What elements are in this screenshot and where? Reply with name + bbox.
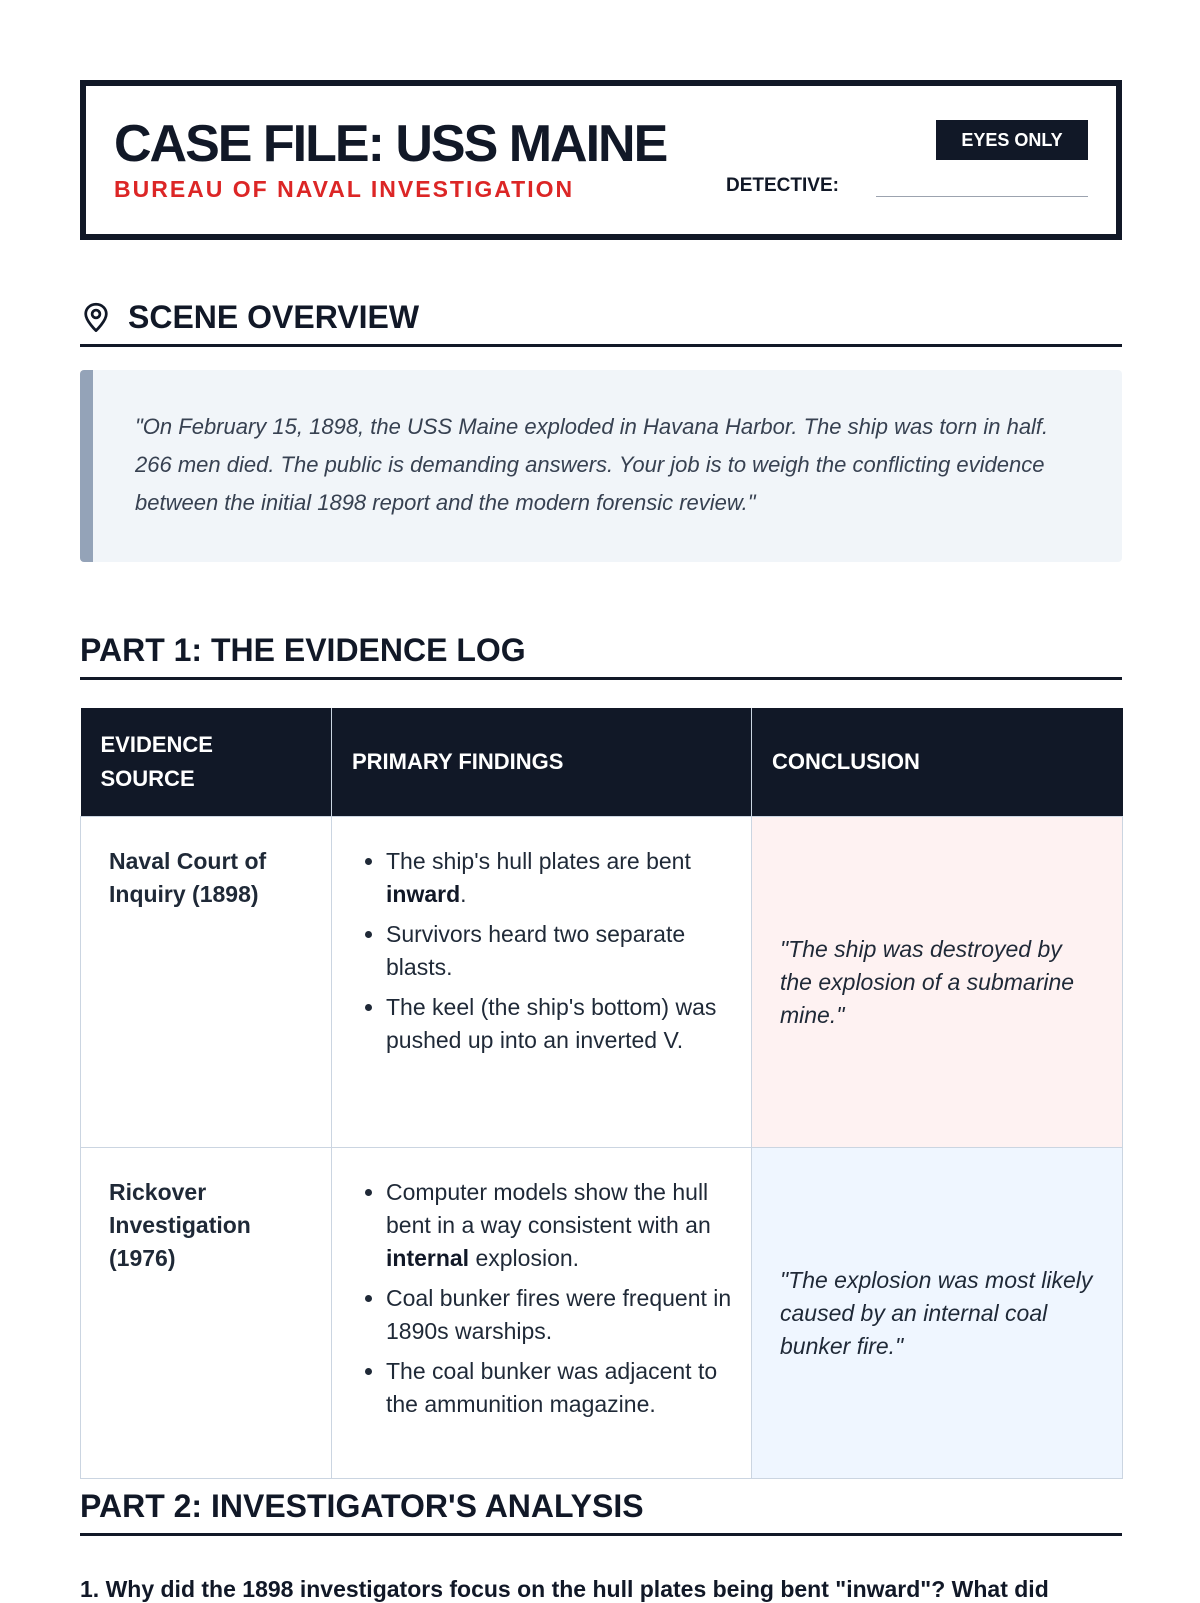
analysis-question-1: 1. Why did the 1898 investigators focus on the hull plates being bent "inward"? What did [80, 1576, 1049, 1602]
overview-quote: "On February 15, 1898, the USS Maine exploded in Havana Harbor. The ship was torn in half. 266 men died. The public is demanding answers. Your job is to weigh the conflicting evidence between the initial 1898 report and the modern forensic review." [135, 414, 1049, 515]
evidence-source-cell: Rickover Investigation (1976) [81, 1148, 332, 1479]
evidence-table [80, 708, 1123, 1479]
column-header-source: EVIDENCE SOURCE [81, 708, 332, 817]
conclusion-cell: "The explosion was most likely caused by an internal coal bunker fire." [752, 1148, 1123, 1479]
detective-name-field[interactable] [876, 196, 1088, 197]
part2-title: PART 2: INVESTIGATOR'S ANALYSIS [80, 1488, 644, 1524]
part1-title: PART 1: THE EVIDENCE LOG [80, 632, 526, 668]
table-row [81, 1148, 1123, 1479]
scene-overview-title: SCENE OVERVIEW [128, 299, 420, 335]
column-header-findings: PRIMARY FINDINGS [332, 708, 752, 817]
conclusion-cell: "The ship was destroyed by the explosion of a submarine mine." [752, 817, 1123, 1148]
part2-heading [80, 1486, 1122, 1536]
findings-cell [332, 1148, 752, 1479]
case-title: CASE FILE: USS MAINE [114, 115, 667, 173]
findings-cell [332, 817, 752, 1148]
table-row [81, 817, 1123, 1148]
detective-label: DETECTIVE: [726, 175, 839, 196]
finding-item: • Coal bunker fires were frequent in 1890s warships. [386, 1282, 737, 1348]
case-header [80, 80, 1122, 240]
findings-list [346, 1176, 737, 1421]
part1-heading [80, 628, 1122, 680]
finding-item: • Survivors heard two separate blasts. [386, 918, 737, 984]
finding-item: • Computer models show the hull bent in a way consistent with an internal explosion. [386, 1176, 737, 1275]
scene-overview-heading [80, 290, 1122, 347]
finding-item: • The keel (the ship's bottom) was pushed up into an inverted V. [386, 991, 737, 1057]
finding-item: • The coal bunker was adjacent to the ammunition magazine. [386, 1355, 737, 1421]
map-pin-icon [82, 302, 110, 334]
evidence-source-cell: Naval Court of Inquiry (1898) [81, 817, 332, 1148]
overview-quote-box [80, 370, 1122, 562]
finding-item: • The ship's hull plates are bent inward. [386, 845, 737, 911]
case-subtitle: BUREAU OF NAVAL INVESTIGATION [114, 176, 575, 202]
findings-list [346, 845, 737, 1057]
column-header-conclusion: CONCLUSION [752, 708, 1123, 817]
eyes-only-badge: EYES ONLY [936, 120, 1088, 160]
table-header-row [81, 708, 1123, 817]
